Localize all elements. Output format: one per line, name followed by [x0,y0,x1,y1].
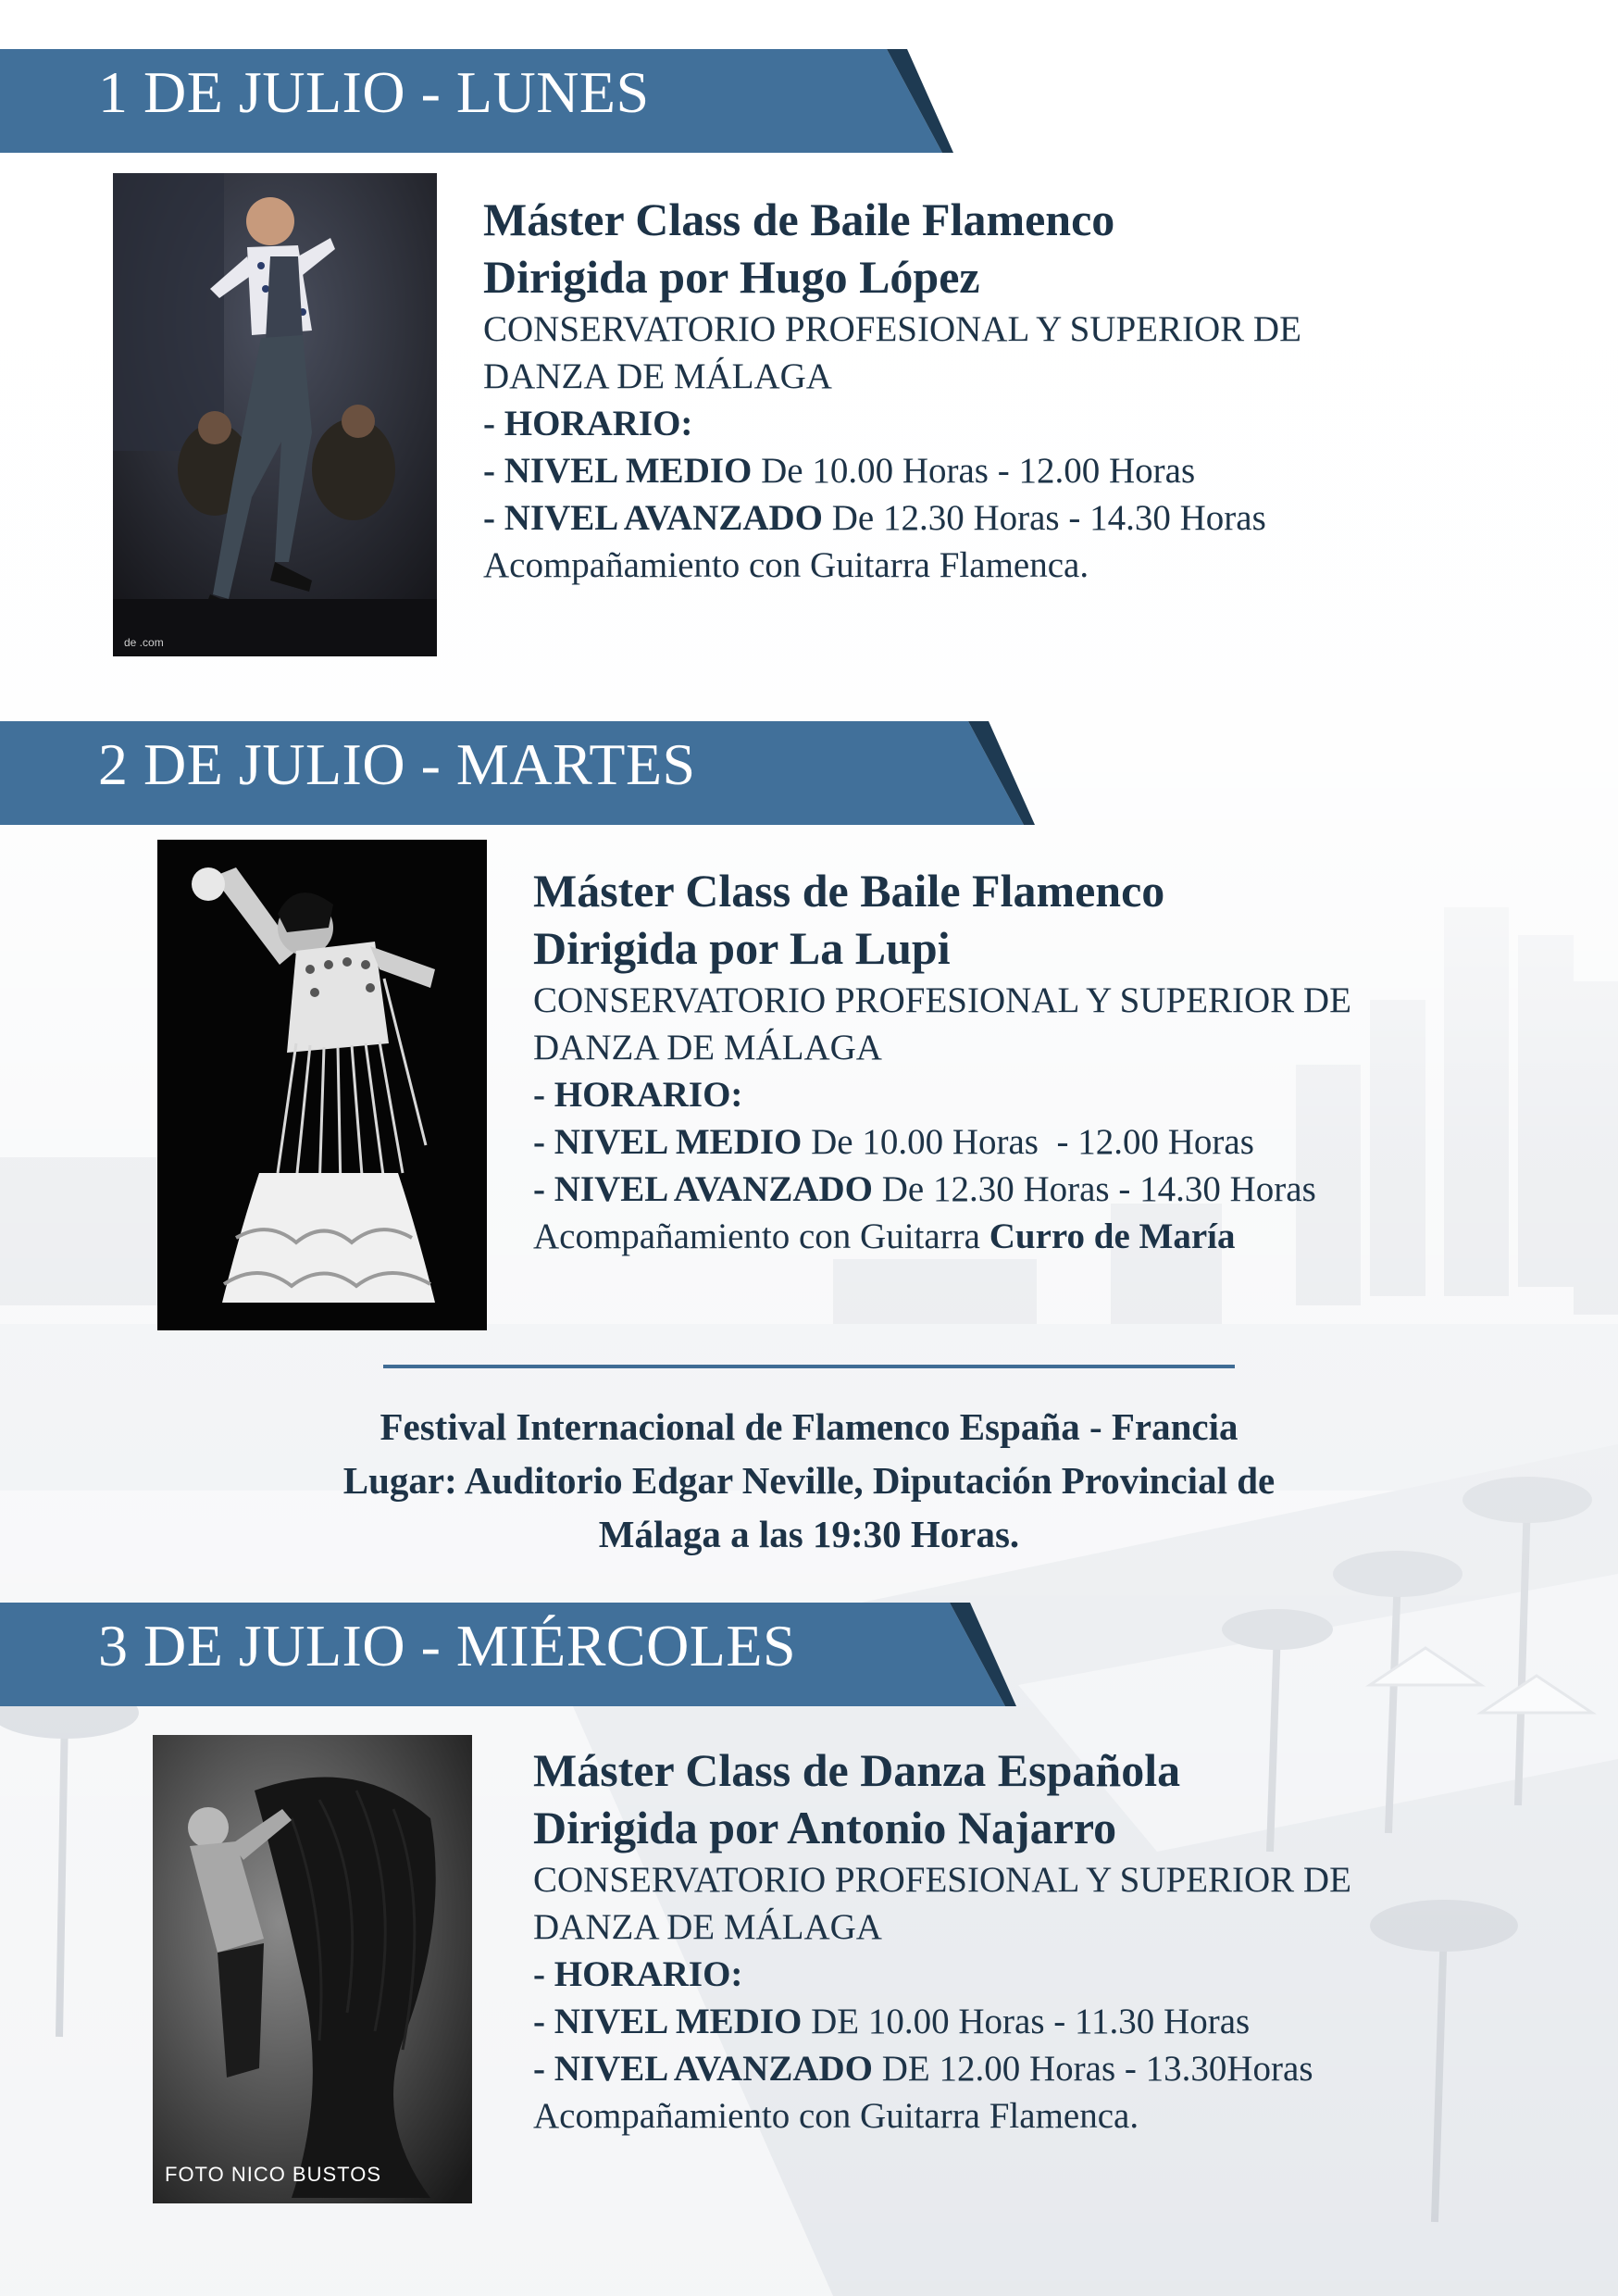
nivel-medio-hours: DE 10.00 Horas - 11.30 Horas [802,2002,1251,2041]
nivel-avanzado-label: - NIVEL AVANZADO [533,1169,873,1209]
photo-watermark: de .com [124,636,164,649]
nivel-avanzado-label: - NIVEL AVANZADO [483,498,823,538]
class-instructor: Dirigida por Hugo López [483,251,980,303]
horario-label: - HORARIO: [533,1954,743,1994]
photo-antonio-najarro [153,1735,472,2203]
nivel-avanzado-hours: De 12.30 Horas - 14.30 Horas [823,498,1266,538]
class-title: Máster Class de Baile Flamenco [533,865,1165,917]
venue-line-2: DANZA DE MÁLAGA [483,356,832,396]
venue-line-2: DANZA DE MÁLAGA [533,1907,882,1947]
section-divider [383,1365,1235,1368]
day1-date-heading: 1 DE JULIO - LUNES [98,59,650,125]
accompaniment-line: Acompañamiento con Guitarra [533,1217,989,1256]
nivel-medio-hours: De 10.00 Horas - 12.00 Horas [752,451,1196,491]
festival-title: Festival Internacional de Flamenco España - Francia [380,1405,1238,1448]
photo-la-lupi [157,840,487,1330]
class-title: Máster Class de Danza Española [533,1744,1181,1796]
day2-date-heading: 2 DE JULIO - MARTES [98,731,696,797]
venue-line-2: DANZA DE MÁLAGA [533,1028,882,1067]
venue-line-1: CONSERVATORIO PROFESIONAL Y SUPERIOR DE [533,980,1351,1020]
day2-banner [0,721,1035,825]
day1-banner [0,49,953,153]
accompaniment-line: Acompañamiento con Guitarra Flamenca. [533,2096,1139,2136]
day3-date-heading: 3 DE JULIO - MIÉRCOLES [98,1613,797,1678]
guitarist-name: Curro de María [989,1217,1236,1256]
accompaniment-line: Acompañamiento con Guitarra Flamenca. [483,545,1089,585]
nivel-medio-label: - NIVEL MEDIO [533,2002,803,2041]
nivel-avanzado-label: - NIVEL AVANZADO [533,2049,873,2089]
class-title: Máster Class de Baile Flamenco [483,193,1115,245]
nivel-medio-label: - NIVEL MEDIO [533,1122,803,1162]
day3-class-info [533,1741,1351,2140]
nivel-medio-hours: De 10.00 Horas - 12.00 Horas [802,1122,1254,1162]
day2-class-info [533,862,1351,1260]
venue-line-1: CONSERVATORIO PROFESIONAL Y SUPERIOR DE [483,309,1301,349]
class-instructor: Dirigida por La Lupi [533,922,951,974]
day3-banner [0,1603,1016,1706]
festival-venue: Lugar: Auditorio Edgar Neville, Diputación Provincial de [342,1459,1276,1502]
photo-credit: FOTO NICO BUSTOS [165,2163,381,2186]
nivel-avanzado-hours: DE 12.00 Horas - 13.30Horas [873,2049,1313,2089]
horario-label: - HORARIO: [533,1075,743,1115]
photo-hugo-lopez [113,173,437,656]
nivel-avanzado-hours: De 12.30 Horas - 14.30 Horas [873,1169,1316,1209]
nivel-medio-label: - NIVEL MEDIO [483,451,753,491]
festival-time: Málaga a las 19:30 Horas. [598,1513,1020,1555]
festival-announcement [161,1400,1457,1561]
class-instructor: Dirigida por Antonio Najarro [533,1802,1117,1853]
horario-label: - HORARIO: [483,404,693,443]
venue-line-1: CONSERVATORIO PROFESIONAL Y SUPERIOR DE [533,1860,1351,1900]
day1-class-info [483,191,1301,589]
